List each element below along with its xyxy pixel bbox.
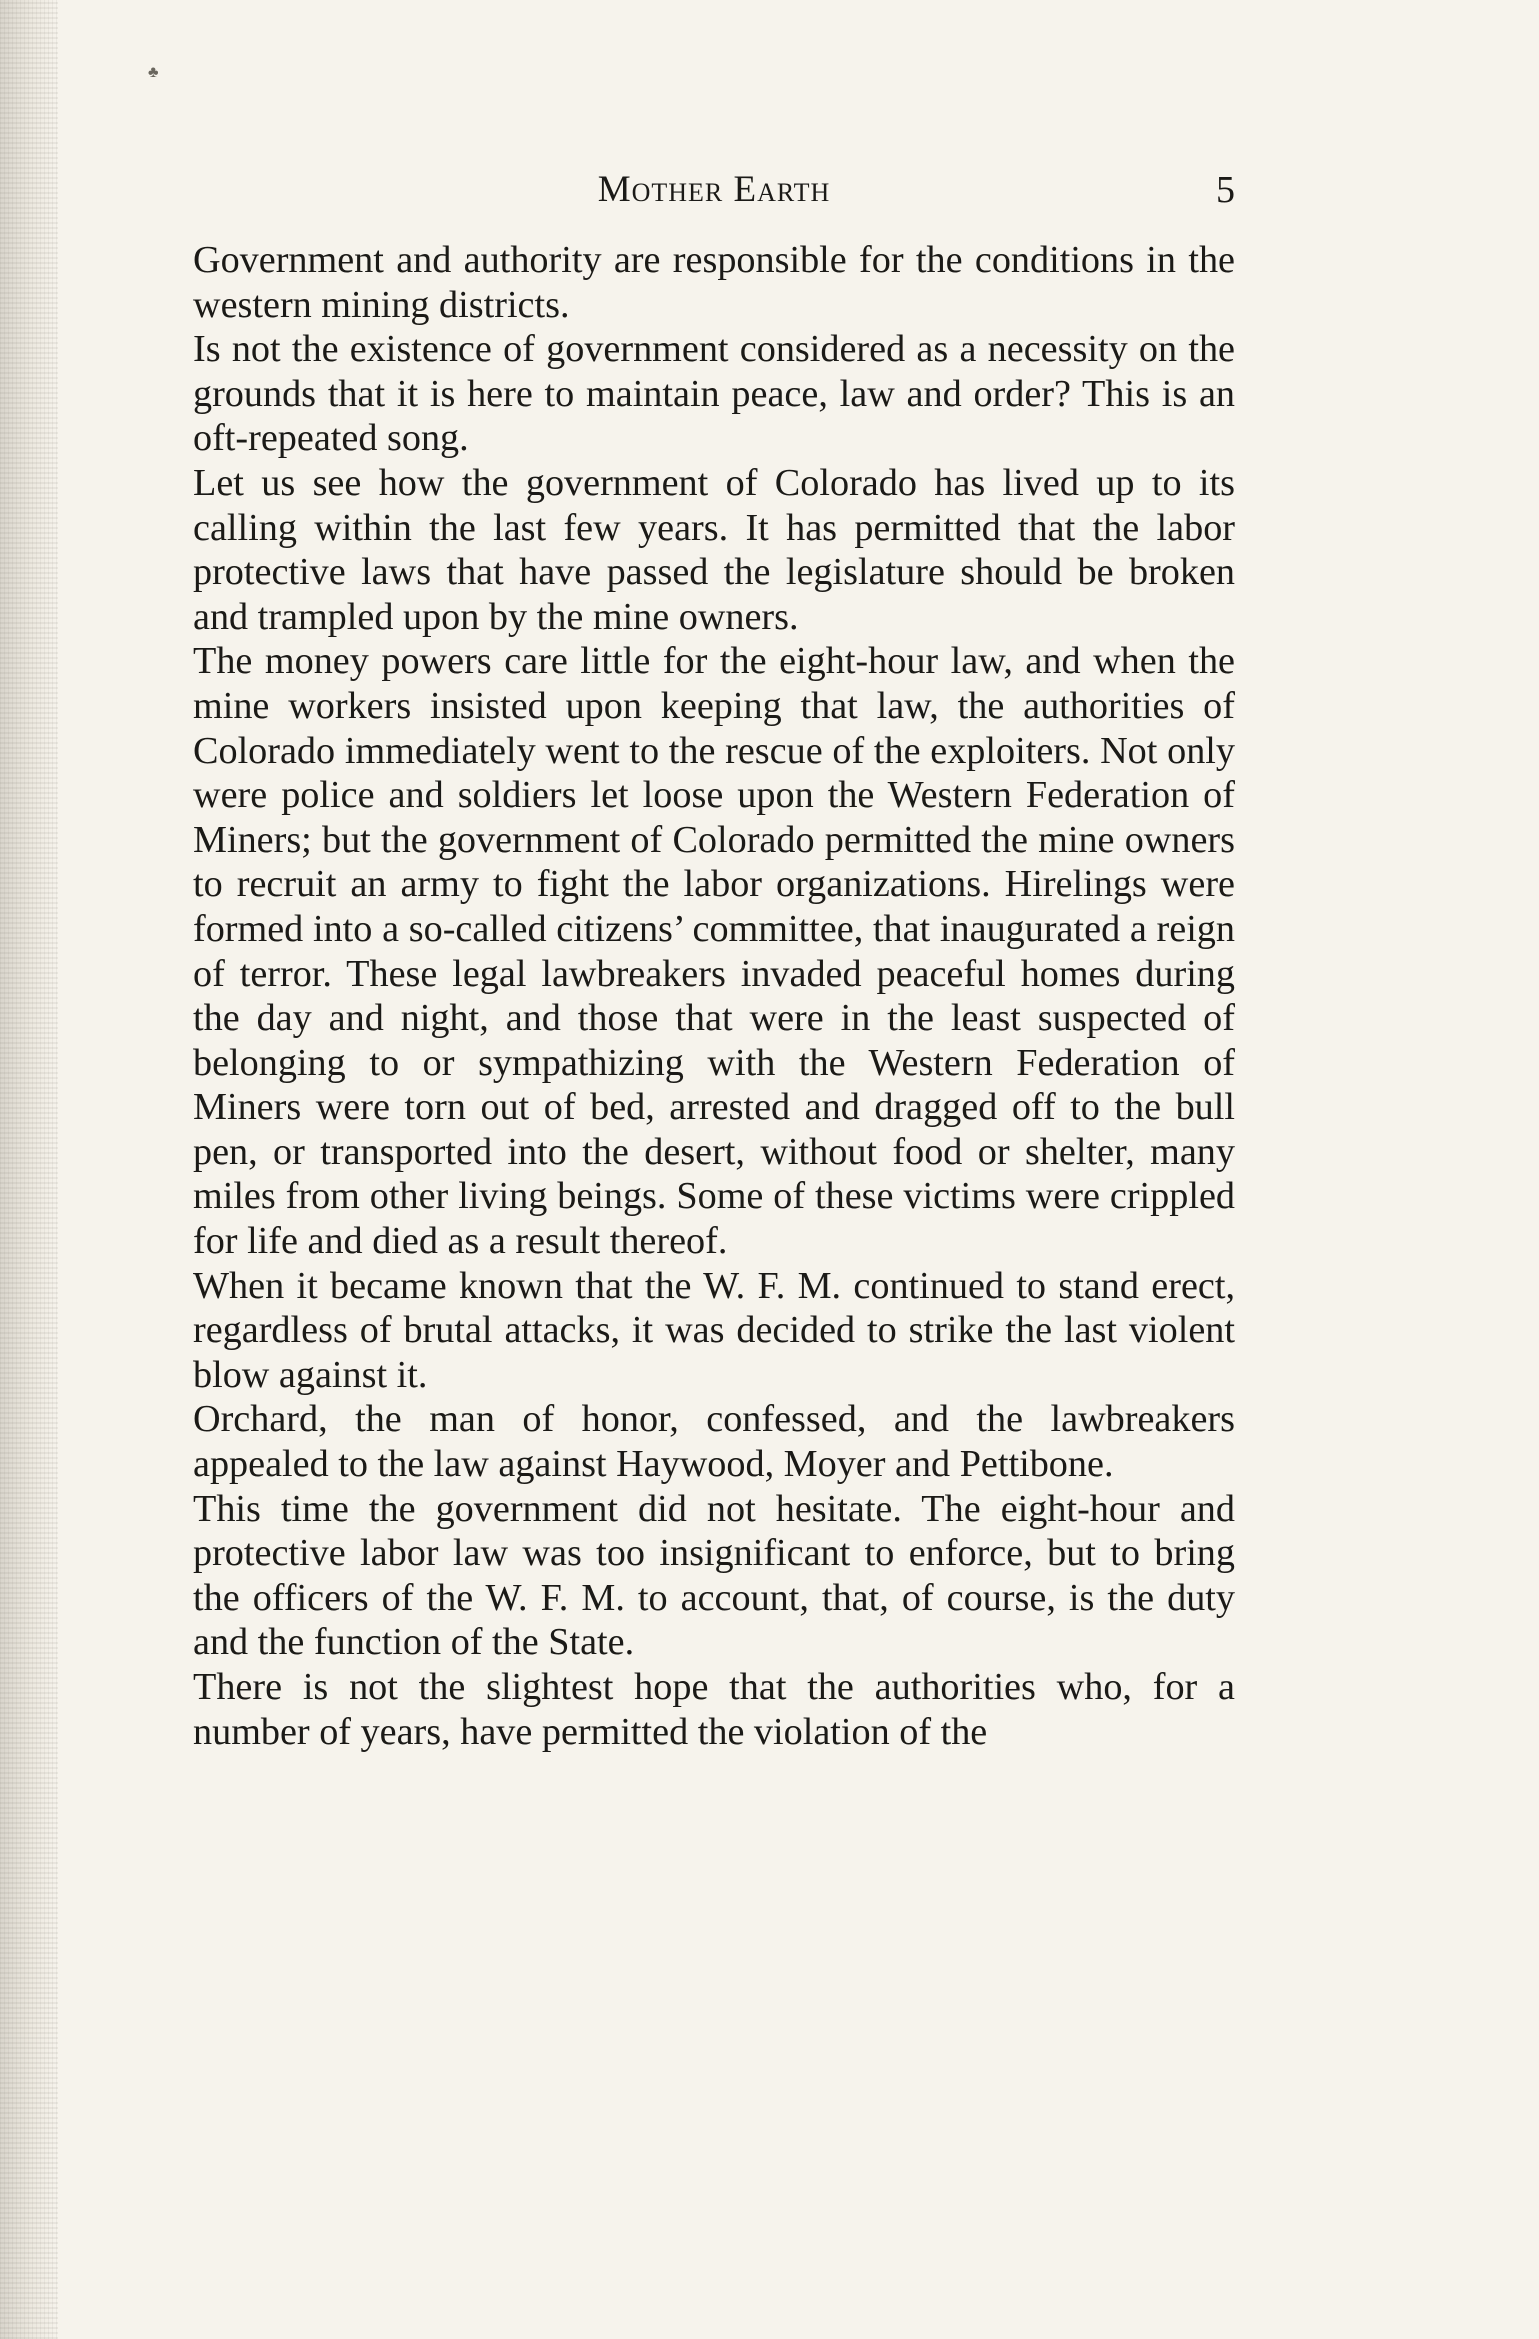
paragraph-8: There is not the slightest hope that the authorities who, for a number of years, have permitted the violation of the bbox=[193, 1666, 1235, 1753]
paragraph-5: When it became known that the W. F. M. continued to stand erect, regardless of brutal attacks, it was decided to strike the last violent blow against it. bbox=[193, 1264, 1235, 1396]
paragraph-3: Let us see how the government of Colorado has lived up to its calling within the last few years. It has permitted that the labor protective laws that have passed the legislature should be broken and trampled upon by the mine owners. bbox=[193, 461, 1235, 638]
paragraph-6: Orchard, the man of honor, confessed, and the lawbreakers appealed to the law against Haywood, Moyer and Pettibone. bbox=[193, 1398, 1235, 1486]
paragraph-4: The money powers care little for the eight-hour law, and when the mine workers insisted upon keeping that law, the authorities of Colorado immediately went to the rescue of the exploiters. Not only were police and soldiers let loose upon the Western Federation of Miners; but the government of Colorado permitted the mine owners to recruit an army to fight the labor organizations. Hirelings were formed into a so-called citizens’ committee, that inaugurated a reign of terror. These legal lawbreakers invaded peaceful homes during the day and night, and those that were in the least suspected of belonging to or sympathizing with the Western Federation of Miners were torn out of bed, arrested and dragged off to the bull pen, or transported into the desert, without food or shelter, many miles from other living beings. Some of these victims were crippled for life and died as a result thereof. bbox=[193, 640, 1235, 1263]
journal-title: Mother Earth bbox=[597, 169, 831, 210]
body-text bbox=[193, 238, 1235, 1754]
paragraph-7: This time the government did not hesitate. The eight-hour and protective labor law was too insignificant to enforce, but to bring the officers of the W. F. M. to account, that, of course, is the duty and the function of the State. bbox=[193, 1487, 1235, 1664]
paragraph-1: Government and authority are responsible for the conditions in the western mining districts. bbox=[193, 239, 1235, 326]
corner-mark: ♣ bbox=[148, 64, 159, 81]
running-header bbox=[193, 168, 1235, 224]
page-number: 5 bbox=[1216, 169, 1235, 211]
paragraph-2: Is not the existence of government considered as a necessity on the grounds that it is here to maintain peace, law and order? This is an oft-repeated song. bbox=[193, 328, 1235, 460]
book-page bbox=[193, 168, 1235, 1754]
scan-edge bbox=[0, 0, 58, 2339]
